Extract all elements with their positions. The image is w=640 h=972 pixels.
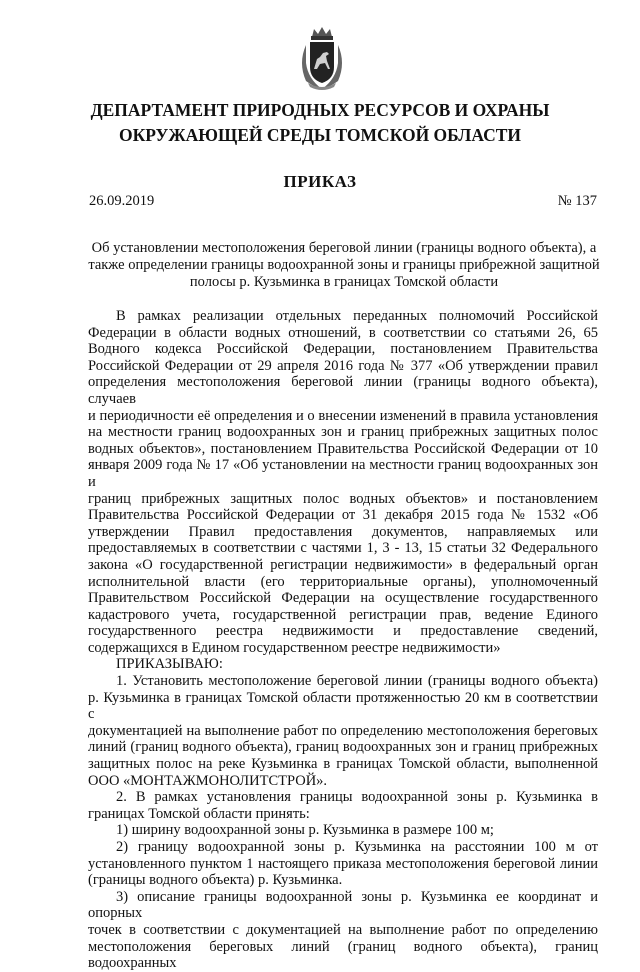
order-subject xyxy=(88,240,600,291)
body-line: утверждении Правил предоставления документов, направляемых или xyxy=(88,523,598,540)
item-1-line: линий (границ водного объекта), границ водоохранных зон и границ прибрежных xyxy=(88,739,598,756)
department-name-line2: ОКРУЖАЮЩЕЙ СРЕДЫ ТОМСКОЙ ОБЛАСТИ xyxy=(118,125,522,145)
body-line: предоставляемых в соответствии с частями 1, 3 - 13, 15 статьи 32 Федерального xyxy=(88,540,598,557)
item-1-line: защитных полос на реке Кузьминка в границах Томской области, выполненной xyxy=(88,756,598,773)
body-line: определения местоположения береговой линии (границы водного объекта), случаев xyxy=(88,374,598,407)
item-2-1-line: 1) ширину водоохранной зоны р. Кузьминка в размере 100 м; xyxy=(116,822,494,839)
body-line: государственного реестра недвижимости и предоставление сведений, xyxy=(88,623,598,640)
item-1-line: ООО «МОНТАЖМОНОЛИТСТРОЙ». xyxy=(88,772,328,789)
order-body xyxy=(88,308,598,972)
body-line: и периодичности её определения и о внесении изменений в правила установления xyxy=(88,407,598,424)
body-line: границ прибрежных защитных полос водных объектов» и постановлением xyxy=(88,490,598,507)
body-line: содержащихся в Едином государственном реестре недвижимости» xyxy=(88,639,501,656)
subject-line: также определении границы водоохранной зоны и границы прибрежной защитной xyxy=(88,257,600,273)
body-line: водных объектов», постановлением Правительства Российской Федерации от 10 xyxy=(88,440,598,457)
item-1-line: р. Кузьминка в границах Томской области протяженностью 20 км в соответствии с xyxy=(88,689,598,723)
subject-line: Об установлении местоположения береговой линии (границы водного объекта), а xyxy=(91,240,597,256)
body-line: на местности границ водоохранных зон и границ прибрежных защитных полос xyxy=(88,424,598,441)
body-line: Правительством Российской Федерации на осуществление государственного xyxy=(88,590,598,607)
item-2-line: границах Томской области принять: xyxy=(88,805,310,822)
body-line: Водного кодекса Российской Федерации, постановлением Правительства xyxy=(88,341,598,358)
body-line: кадастрового учета, государственной регистрации прав, ведение Единого xyxy=(88,606,598,623)
item-2-3-line: точек в соответствии с документацией на выполнение работ по определению xyxy=(88,921,598,938)
document-date: 26.09.2019 xyxy=(89,193,155,209)
tomsk-coat-of-arms-emblem xyxy=(296,25,348,91)
item-2-3-line: 3) описание границы водоохранной зоны р. Кузьминка ее координат и опорных xyxy=(88,888,598,922)
item-2-line: 2. В рамках установления границы водоохранной зоны р. Кузьминка в xyxy=(116,789,598,806)
department-name xyxy=(0,98,640,148)
item-2-2-line: установленного пунктом 1 настоящего приказа местоположения береговой линии xyxy=(88,855,598,872)
body-line: В рамках реализации отдельных переданных полномочий Российской xyxy=(116,308,598,324)
document-number: № 137 xyxy=(557,193,597,209)
body-line: Правительства Российской Федерации от 31 декабря 2015 года № 1532 «Об xyxy=(88,507,598,524)
item-2-2-line: 2) границу водоохранной зоны р. Кузьминка на расстоянии 100 м от xyxy=(116,839,598,855)
item-1-line: 1. Установить местоположение береговой линии (границы водного объекта) xyxy=(116,673,598,690)
item-2-3-line: местоположения береговых линий (границ водного объекта), границ водоохранных xyxy=(88,938,598,972)
department-name-line1: ДЕПАРТАМЕНТ ПРИРОДНЫХ РЕСУРСОВ И ОХРАНЫ xyxy=(90,100,550,120)
order-word: ПРИКАЗЫВАЮ: xyxy=(116,656,223,673)
body-line: исполнительной власти (его территориальные органы), уполномоченный xyxy=(88,573,598,590)
body-line: Федерации в области водных отношений, в соответствии со статьями 26, 65 xyxy=(88,324,598,341)
body-line: января 2009 года № 17 «Об установлении на местности границ водоохранных зон и xyxy=(88,457,598,490)
item-1-line: документацией на выполнение работ по определению местоположения береговых xyxy=(88,722,598,739)
body-line: закона «О государственной регистрации недвижимости» в федеральный орган xyxy=(88,556,598,573)
subject-line: полосы р. Кузьминка в границах Томской области xyxy=(189,274,499,290)
document-type-title: ПРИКАЗ xyxy=(283,172,357,191)
item-2-2-line: (границы водного объекта) р. Кузьминка. xyxy=(88,872,343,889)
body-line: Российской Федерации от 29 апреля 2016 года № 377 «Об утверждении правил xyxy=(88,357,598,374)
